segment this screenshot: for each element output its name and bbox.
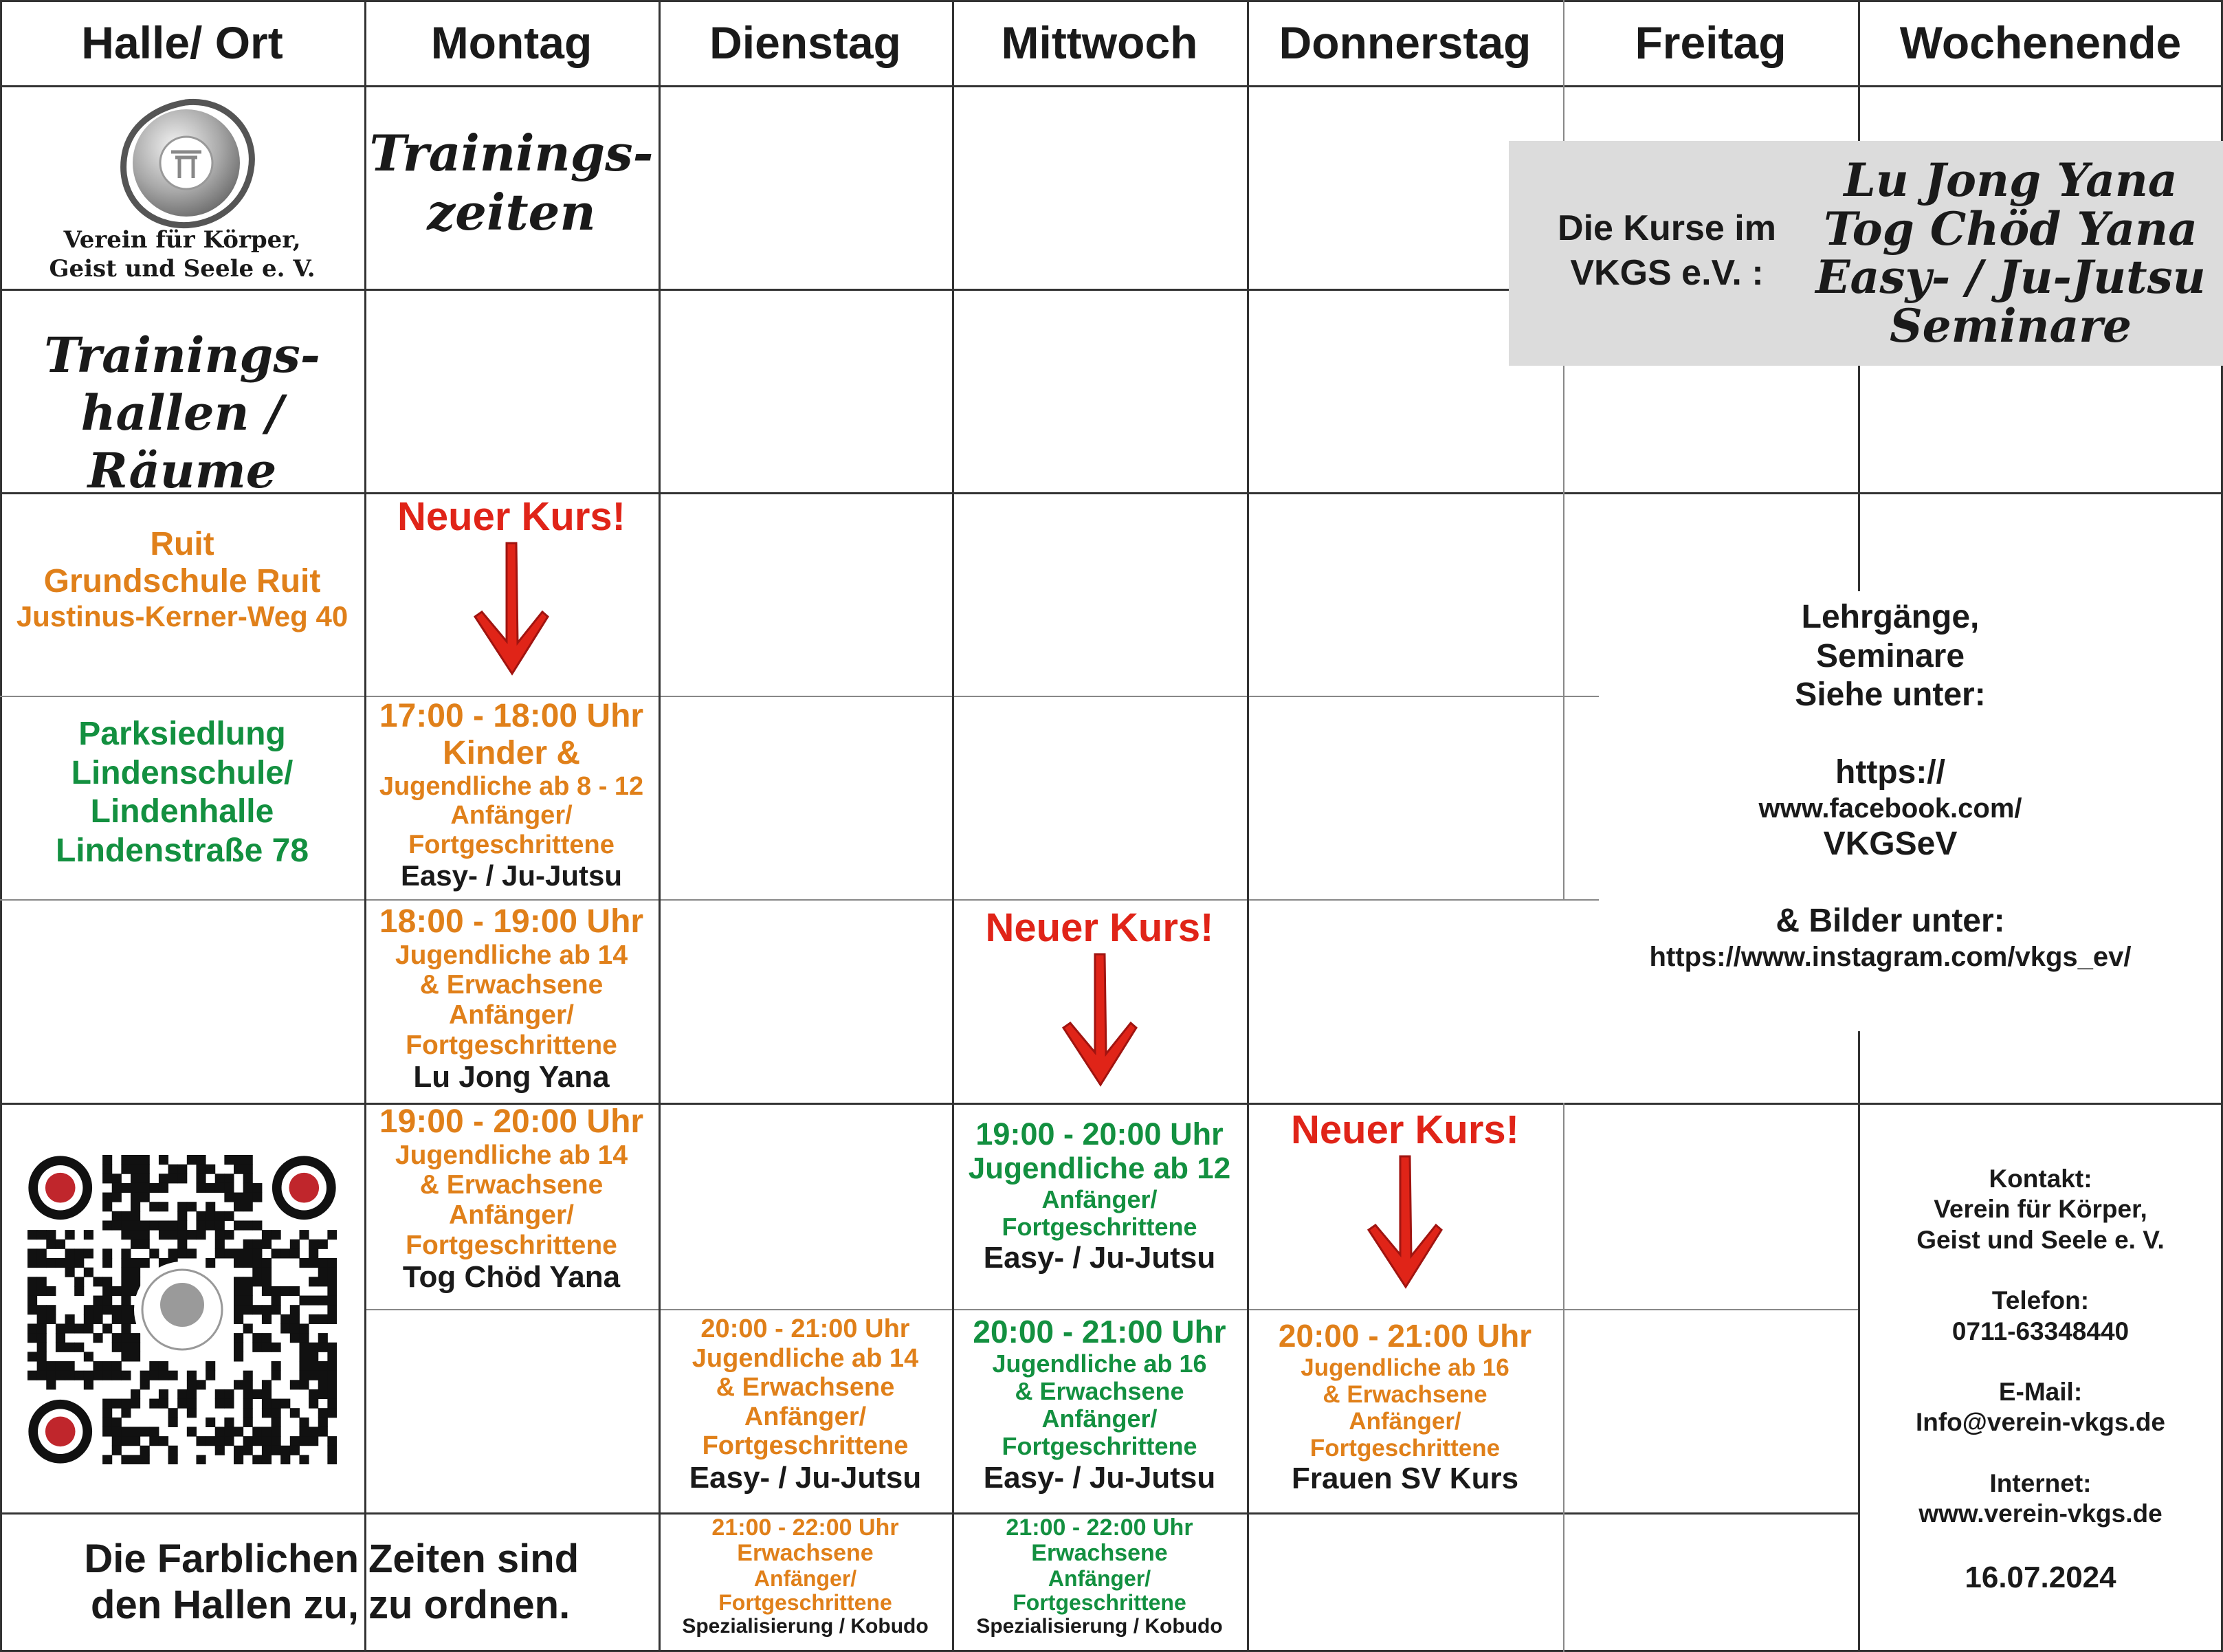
slot-group: Erwachsene [737, 1540, 874, 1567]
grid-line [0, 899, 1599, 901]
hall-park-line3: Lindenhalle [90, 793, 274, 830]
slot-course: Easy- / Ju-Jutsu [983, 1460, 1216, 1495]
slot-level: Fortgeschrittene [1002, 1432, 1197, 1461]
slot-monday-1800 [364, 903, 659, 1094]
arrow-down-icon [1055, 951, 1144, 1088]
footer-note-line: den Hallen zu, [91, 1582, 359, 1627]
title-trainingszeiten-line1: Trainings- [369, 124, 654, 182]
slot-time: 20:00 - 21:00 Uhr [1278, 1318, 1532, 1354]
slot-group: Erwachsene [1031, 1540, 1168, 1567]
slot-level: Fortgeschrittene [1309, 1435, 1501, 1462]
footer-note-left [0, 1537, 364, 1628]
qr-finder-marker [28, 1400, 92, 1464]
qr-finder-marker [28, 1156, 92, 1220]
logo-org-line1: Verein für Körper, [63, 226, 301, 254]
contact-web[interactable]: www.verein-vkgs.de [1918, 1499, 2163, 1528]
arrow-down-icon [467, 540, 556, 677]
slot-group: Jugendliche ab 12 [968, 1152, 1231, 1186]
seminars-line: https:// [1835, 753, 1945, 791]
title-trainingszeiten [364, 124, 659, 243]
course-tog-choed-yana: Tog Chöd Yana [1824, 201, 2198, 256]
club-logo [0, 87, 364, 289]
slot-time: 20:00 - 21:00 Uhr [973, 1314, 1226, 1350]
grid-line [0, 289, 1509, 291]
footer-note-line: Die Farblichen [84, 1537, 359, 1581]
qr-code[interactable] [27, 1155, 337, 1464]
slot-course: Easy- / Ju-Jutsu [983, 1241, 1216, 1275]
grid-line [0, 1103, 2223, 1105]
slot-time: 18:00 - 19:00 Uhr [379, 903, 644, 940]
slot-group: & Erwachsene [716, 1373, 895, 1402]
header-hall: Halle/ Ort [81, 17, 283, 68]
header-thursday: Donnerstag [1279, 17, 1531, 68]
slot-time: 19:00 - 20:00 Uhr [379, 1103, 644, 1140]
slot-course: Spezialisierung / Kobudo [682, 1615, 929, 1638]
slot-group: & Erwachsene [1015, 1376, 1184, 1405]
slot-level: Anfänger/ [1048, 1565, 1151, 1591]
slot-level: Fortgeschrittene [406, 1230, 617, 1260]
header-monday: Montag [430, 17, 593, 68]
header-friday: Freitag [1635, 17, 1787, 68]
slot-level: Anfänger/ [1349, 1407, 1461, 1435]
new-course-label: Neuer Kurs! [985, 905, 1214, 950]
contact-web-label: Internet: [1989, 1468, 2092, 1497]
logo-org-line2: Geist und Seele e. V. [49, 255, 316, 283]
new-course-label: Neuer Kurs! [1291, 1108, 1519, 1152]
slot-level: Anfänger/ [744, 1402, 867, 1431]
slot-course: Lu Jong Yana [413, 1060, 610, 1094]
courses-box-list [1811, 153, 2210, 353]
slot-wednesday-2000 [952, 1314, 1247, 1495]
seminars-info [1602, 598, 2179, 973]
slot-time: 17:00 - 18:00 Uhr [379, 698, 644, 734]
slot-level: Fortgeschrittene [1002, 1212, 1197, 1241]
hall-park-line2: Lindenschule/ [71, 754, 294, 791]
slot-thursday-2000 [1247, 1319, 1563, 1496]
slot-course: Easy- / Ju-Jutsu [689, 1460, 922, 1495]
grid-line [0, 696, 1599, 697]
slot-level: Fortgeschrittene [1013, 1589, 1186, 1615]
slot-group: Kinder & [442, 734, 580, 771]
contact-email[interactable]: Info@verein-vkgs.de [1915, 1408, 2165, 1437]
logo-emblem-icon [113, 94, 261, 235]
qr-code-icon [27, 1155, 337, 1464]
seminars-line: Seminare [1815, 637, 1965, 674]
slot-group: Jugendliche ab 14 [395, 940, 628, 970]
slot-tuesday-2000 [659, 1314, 952, 1495]
slot-time: 21:00 - 22:00 Uhr [711, 1515, 899, 1541]
hall-ruit-line1: Ruit [150, 526, 214, 562]
contact-title: Kontakt: [1989, 1165, 2092, 1193]
footer-note-line: zu ordnen. [368, 1582, 571, 1627]
instagram-link[interactable]: https://www.instagram.com/vkgs_ev/ [1649, 941, 2132, 972]
slot-group: Jugendliche ab 8 - 12 [379, 771, 644, 801]
footer-note-right [368, 1537, 657, 1628]
title-trainingszeiten-line2: zeiten [427, 183, 596, 242]
slot-group: Jugendliche ab 16 [1301, 1354, 1509, 1381]
slot-group: Jugendliche ab 14 [692, 1343, 919, 1373]
slot-tuesday-2100 [659, 1515, 952, 1638]
slot-wednesday-2100 [952, 1515, 1247, 1638]
new-course-label: Neuer Kurs! [397, 494, 626, 539]
contact-panel [1858, 1164, 2223, 1596]
title-trainingshallen-line2: hallen / Räume [80, 384, 284, 499]
course-lu-jong-yana: Lu Jong Yana [1844, 153, 2178, 207]
slot-time: 20:00 - 21:00 Uhr [700, 1314, 910, 1343]
header-weekend: Wochenende [1899, 17, 2182, 68]
courses-box-label-line2: VKGS e.V. : [1570, 253, 1764, 293]
slot-level: Anfänger/ [448, 1200, 574, 1231]
slot-level: Anfänger/ [450, 801, 573, 830]
contact-date: 16.07.2024 [1965, 1560, 2116, 1594]
slot-level: Fortgeschrittene [406, 1030, 617, 1060]
hall-parksiedlung [0, 715, 364, 871]
new-course-thursday [1247, 1108, 1563, 1290]
hall-ruit [0, 526, 364, 632]
qr-finder-marker [272, 1156, 336, 1220]
slot-group: Jugendliche ab 16 [992, 1349, 1207, 1378]
slot-monday-1900 [364, 1103, 659, 1295]
slot-course: Tog Chöd Yana [402, 1260, 621, 1295]
hall-ruit-line3: Justinus-Kerner-Weg 40 [16, 599, 349, 632]
contact-phone[interactable]: 0711-63348440 [1951, 1317, 2130, 1345]
slot-level: Fortgeschrittene [702, 1431, 909, 1461]
courses-box [1509, 141, 2223, 366]
seminars-panel [1602, 591, 2179, 1031]
slot-course: Easy- / Ju-Jutsu [400, 859, 623, 892]
seminars-line: VKGSeV [1823, 825, 1958, 862]
contact-phone-label: Telefon: [1991, 1286, 2090, 1315]
slot-course: Frauen SV Kurs [1291, 1462, 1519, 1496]
slot-time: 21:00 - 22:00 Uhr [1006, 1515, 1193, 1541]
new-course-monday [364, 495, 659, 677]
contact-email-label: E-Mail: [1998, 1377, 2083, 1406]
slot-level: Anfänger/ [448, 1000, 574, 1031]
contact-org: Verein für Körper, [1934, 1195, 2147, 1224]
slot-group: & Erwachsene [419, 970, 604, 1000]
slot-wednesday-1900 [952, 1117, 1247, 1275]
facebook-link[interactable]: www.facebook.com/ [1758, 793, 2022, 824]
new-course-wednesday [952, 906, 1247, 1088]
contact-org: Geist und Seele e. V. [1916, 1225, 2165, 1254]
slot-monday-1700 [364, 698, 659, 892]
slot-group: & Erwachsene [1323, 1380, 1487, 1408]
seminars-line: Siehe unter: [1795, 676, 1986, 714]
slot-level: Anfänger/ [1041, 1185, 1158, 1213]
slot-level: Fortgeschrittene [408, 830, 615, 859]
seminars-line: Lehrgänge, [1801, 599, 1980, 635]
courses-box-label-line1: Die Kurse im [1558, 208, 1776, 248]
slot-course: Spezialisierung / Kobudo [976, 1615, 1223, 1638]
seminars-line: & Bilder unter: [1776, 903, 2005, 940]
qr-center-logo [134, 1262, 230, 1358]
footer-note-line: Zeiten sind [368, 1537, 579, 1581]
hall-park-line4: Lindenstraße 78 [55, 832, 309, 869]
slot-time: 19:00 - 20:00 Uhr [975, 1116, 1224, 1152]
grid-line [0, 1512, 1859, 1515]
title-trainingshallen [0, 327, 364, 500]
hall-ruit-line2: Grundschule Ruit [43, 562, 321, 599]
header-tuesday: Dienstag [709, 17, 901, 68]
course-seminare: Seminare [1889, 298, 2132, 353]
course-easy-ju-jutsu: Easy- / Ju-Jutsu [1815, 250, 2206, 305]
hall-park-line1: Parksiedlung [78, 716, 286, 752]
grid-line [1563, 0, 1564, 901]
courses-box-label [1509, 206, 1825, 296]
grid-line [364, 1309, 1859, 1310]
arrow-down-icon [1360, 1153, 1450, 1290]
slot-level: Fortgeschrittene [718, 1589, 892, 1615]
slot-level: Anfänger/ [1041, 1405, 1158, 1433]
slot-level: Anfänger/ [753, 1565, 857, 1591]
header-wednesday: Mittwoch [1001, 17, 1198, 68]
title-trainingshallen-line1: Trainings- [44, 327, 320, 384]
grid-line [1563, 1103, 1564, 1652]
slot-group: Jugendliche ab 14 [395, 1140, 628, 1170]
slot-group: & Erwachsene [419, 1170, 604, 1200]
